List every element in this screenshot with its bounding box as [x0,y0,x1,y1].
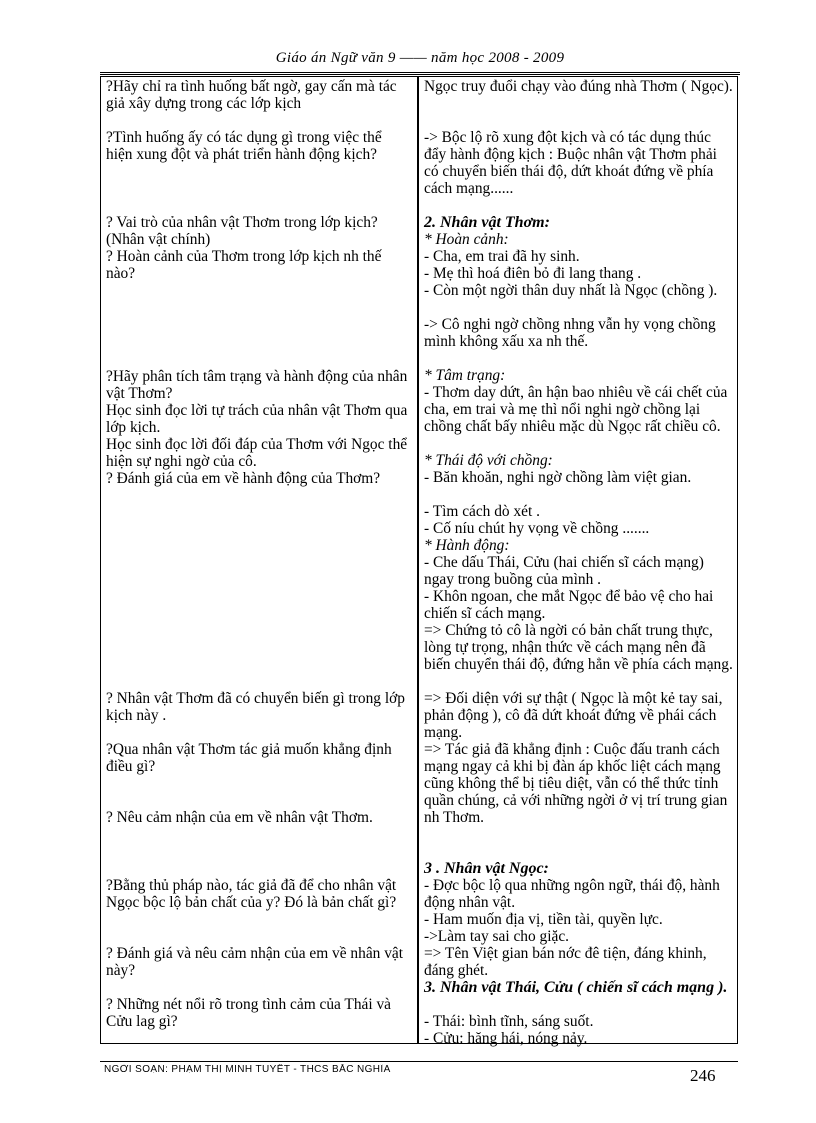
question-circumstance: ? Hoàn cảnh của Thơm trong lớp kịch nh thế nào? [106,248,382,282]
answer-line: - Cha, em trai đã hy sinh. [424,248,580,265]
answer-line: ->Làm tay sai cho giặc. [424,928,570,945]
question-role: ? Vai trò của nhân vật Thơm trong lớp kịch? (Nhân vật chính) [106,214,378,248]
answer-line: - Ham muốn địa vị, tiền tài, quyền lực. [424,911,663,928]
page-number: 246 [690,1066,716,1085]
question-assess-ngoc: ? Đánh giá và nêu cảm nhận của em về nhân vật này? [106,945,403,979]
activity-read-self: Học sinh đọc lời tự trách của nhân vật Thơm qua lớp kịch. [106,402,408,436]
answer-line: => Đối diện với sự thật ( Ngọc là một kẻ tay sai, phản động ), cô đã dứt khoát đứng về phái cách mạng. [424,690,723,741]
answer-line: - Cửu: hăng hái, nóng nảy. [424,1030,588,1047]
question-mood: ?Hãy phân tích tâm trạng và hành động của nhân vật Thơm? [106,368,408,402]
footer-rule [100,1061,738,1062]
heading-thai-cuu: 3. Nhân vật Thái, Cửu ( chiến sĩ cách mạng ). [424,979,728,996]
question-feeling: ? Nêu cảm nhận của em về nhân vật Thơm. [106,809,373,826]
question-affirm: ?Qua nhân vật Thơm tác giả muốn khẳng định điều gì? [106,741,392,775]
answer-line: - Che dấu Thái, Cửu (hai chiến sĩ cách mạng) ngay trong buồng của mình . [424,554,704,588]
answer-line: - Thái: bình tĩnh, sáng suốt. [424,1013,594,1030]
answer-situation: Ngọc truy đuổi chạy vào đúng nhà Thơm ( Ngọc). [424,78,733,95]
header-rule [100,72,740,75]
question-technique: ?Bằng thủ pháp nào, tác giả đã để cho nhân vật Ngọc bộc lộ bản chất của y? Đó là bản chất gì? [106,877,397,911]
column-divider [417,77,419,1043]
answer-line: - Tìm cách dò xét . [424,503,540,520]
answer-line: => Chứng tỏ cô là ngời có bản chất trung thực, lòng tự trọng, nhận thức về cách mạng nên đã biến chuyển thái độ, đứng hẳn về phía cách mạng. [424,622,733,673]
sub-circumstance: * Hoàn cảnh: [424,231,509,248]
answer-line: - Đợc bộc lộ qua những ngôn ngữ, thái độ, hành động nhân vật. [424,877,720,911]
activity-read-dialog: Học sinh đọc lời đối đáp của Thơm với Ngọc thể hiện sự nghi ngờ của cô. [106,436,408,470]
answer-line: - Còn một ngời thân duy nhất là Ngọc (chồng ). [424,282,718,299]
sub-attitude: * Thái độ với chồng: [424,452,553,469]
question-change: ? Nhân vật Thơm đã có chuyển biến gì trong lớp kịch này . [106,690,405,724]
answer-line: - Khôn ngoan, che mắt Ngọc để bảo vệ cho hai chiến sĩ cách mạng. [424,588,714,622]
answer-line: - Thơm day dứt, ân hận bao nhiêu về cái chết của cha, em trai và mẹ thì nổi nghi ngờ chồng lại chồng chất bấy nhiêu mặc dù Ngọc rất chiều cô. [424,384,728,435]
lesson-table [100,76,738,1047]
answer-effect: -> Bộc lộ rõ xung đột kịch và có tác dụng thúc đẩy hành động kịch : Buộc nhân vật Thơm phải có chuyển biến thái độ, dứt khoát đứng về phía cách mạng...... [424,129,717,197]
answer-line: - Băn khoăn, nghi ngờ chồng làm việt gian. [424,469,692,486]
answer-line: - Cố níu chút hy vọng về chồng ....... [424,520,650,537]
footer-author: NGỜI SOẠN: PHẠM THỊ MINH TUYẾT - THCS BẮC NGHĨA [104,1064,391,1073]
answer-line: => Tên Việt gian bán nớc đê tiện, đáng khinh, đáng ghét. [424,945,707,979]
sub-action: * Hành động: [424,537,510,554]
heading-thom: 2. Nhân vật Thơm: [424,214,550,231]
answer-line: => Tác giả đã khẳng định : Cuộc đấu tranh cách mạng ngay cả khi bị đàn áp khốc liệt cách mạng cũng không thể bị tiêu diệt, vẫn có thể thức tỉnh quần chúng, cả với những ngời ở vị trí trung gian nh Thơm. [424,741,728,826]
question-thai-cuu: ? Những nét nổi rõ trong tình cảm của Thái và Cửu lag gì? [106,996,392,1030]
question-evaluate: ? Đánh giá của em về hành động của Thơm? [106,470,381,487]
sub-mood: * Tâm trạng: [424,367,506,384]
heading-ngoc: 3 . Nhân vật Ngọc: [424,860,549,877]
question-situation: ?Hãy chỉ ra tình huống bất ngờ, gay cấn mà tác giả xây dựng trong các lớp kịch [106,78,397,112]
answer-line: - Mẹ thì hoá điên bỏ đi lang thang . [424,265,642,282]
question-effect: ?Tình huống ấy có tác dụng gì trong việc thể hiện xung đột và phát triển hành động kịch? [106,129,382,163]
header-title: Giáo án Ngữ văn 9 —— năm học 2008 - 2009 [275,50,565,66]
answer-line: -> Cô nghi ngờ chồng nhng vẫn hy vọng chồng mình không xấu xa nh thế. [424,316,716,350]
